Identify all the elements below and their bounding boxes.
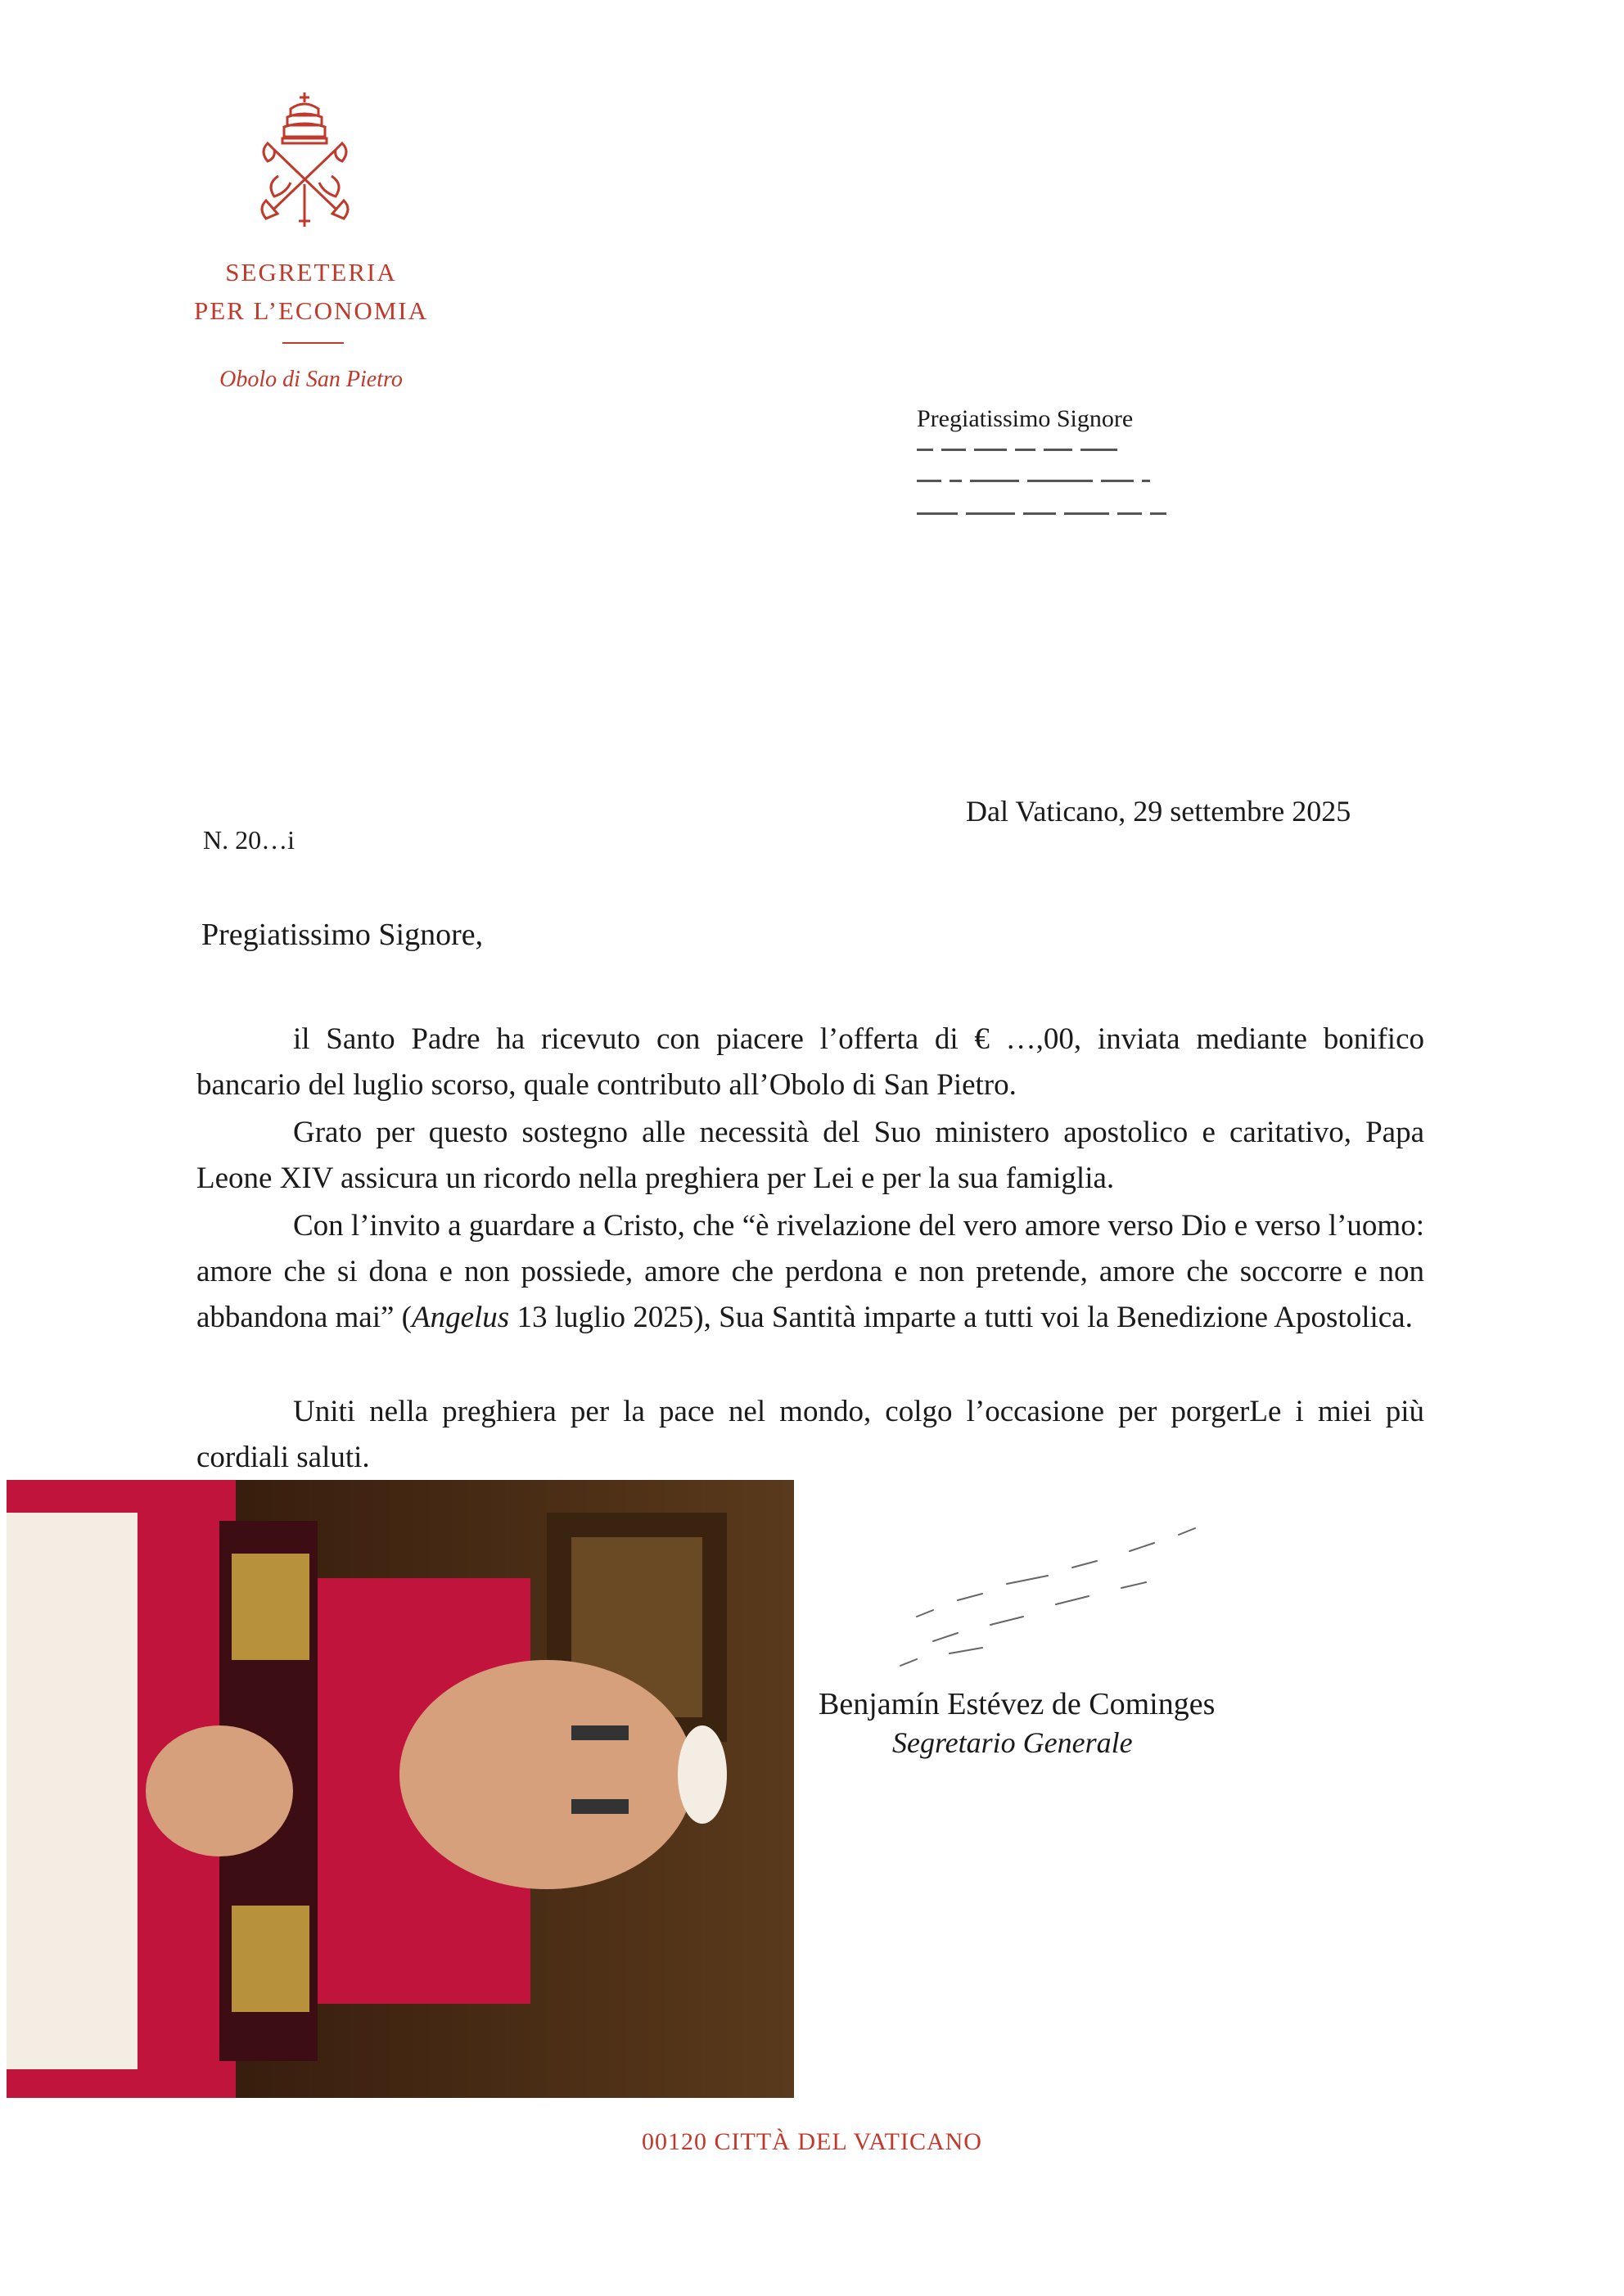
redacted-recipient-name xyxy=(917,442,1162,460)
body-paragraph-1 xyxy=(196,1017,1424,1108)
body-paragraph-3-emphasis: Angelus xyxy=(412,1301,510,1334)
salutation: Pregiatissimo Signore, xyxy=(201,918,484,952)
body-paragraph-3-text-b: 13 luglio 2025), Sua Santità imparte a tutti voi la Benedizione Apostolica. xyxy=(509,1301,1413,1334)
body-paragraph-2-text: Grato per questo sostegno alle necessità del Suo ministero apostolico e caritativo, Papa Leone XIV assicura un ricordo nella preghiera per Lei e per la sua famiglia. xyxy=(196,1116,1424,1195)
letterhead-line-1: SEGRETERIA xyxy=(225,258,397,286)
body-paragraph-3 xyxy=(196,1203,1424,1341)
letterhead-office: Obolo di San Pietro xyxy=(219,367,403,392)
redacted-recipient-city xyxy=(917,506,1179,524)
letterhead-line-2: PER L’ECONOMIA xyxy=(193,296,429,325)
body-paragraph-4-text: Uniti nella preghiera per la pace nel mondo, colgo l’occasione per porgerLe i miei più cordiali saluti. xyxy=(196,1395,1424,1474)
papal-crest-icon xyxy=(250,86,360,233)
letterhead-divider xyxy=(282,342,344,344)
footer-address: 00120 CITTÀ DEL VATICANO xyxy=(642,2128,982,2155)
handwritten-signature xyxy=(884,1518,1293,1682)
protocol-number: N. 20…i xyxy=(203,825,295,855)
recipient-title: Pregiatissimo Signore xyxy=(917,405,1134,432)
body-paragraph-4 xyxy=(196,1389,1424,1481)
papal-portrait-photo xyxy=(7,1480,794,2098)
letter-date: Dal Vaticano, 29 settembre 2025 xyxy=(966,795,1351,828)
body-paragraph-2 xyxy=(196,1110,1424,1202)
body-paragraph-3-text-a: Con l’invito a guardare a Cristo, che “è rivelazione del vero amore verso Dio e verso l’uomo: amore che si dona e non possiede, amore che perdona e non pretende, amore che soccorre e non abbandona mai” ( xyxy=(196,1209,1424,1334)
signer-role: Segretario Generale xyxy=(892,1726,1133,1759)
body-paragraph-1-text: il Santo Padre ha ricevuto con piacere l’offerta di € …,00, inviata mediante bonifico bancario del luglio scorso, quale contributo all’Obolo di San Pietro. xyxy=(196,1022,1424,1102)
signer-name: Benjamín Estévez de Cominges xyxy=(819,1687,1216,1721)
redacted-recipient-street xyxy=(917,473,1211,491)
